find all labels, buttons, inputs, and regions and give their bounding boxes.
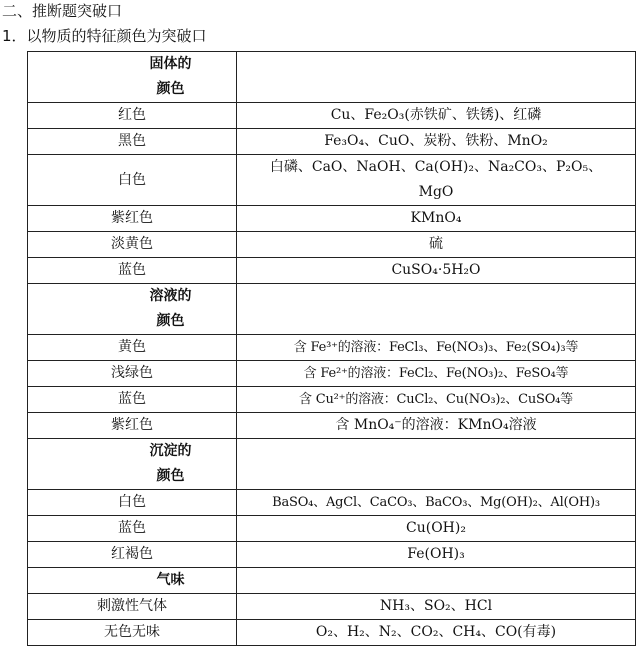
substance-list: BaSO₄、AgCl、CaCO₃、BaCO₃、Mg(OH)₂、Al(OH)₃ xyxy=(237,490,636,516)
group-title xyxy=(28,52,237,103)
color-table xyxy=(27,51,636,646)
subsection-heading: 1．以物质的特征颜色为突破口 xyxy=(2,27,207,45)
color-label: 红色 xyxy=(28,103,237,129)
color-label: 白色 xyxy=(28,155,237,206)
table-row xyxy=(28,542,636,568)
color-label: 紫红色 xyxy=(28,413,237,439)
group-title xyxy=(28,284,237,335)
group-title-line: 颜色 xyxy=(156,468,185,484)
substance-list: CuSO₄·5H₂O xyxy=(237,258,636,284)
group-header-solid xyxy=(28,52,636,103)
empty-cell xyxy=(237,439,636,490)
color-label: 黄色 xyxy=(28,335,237,361)
color-label: 淡黄色 xyxy=(28,232,237,258)
substance-list: NH₃、SO₂、HCl xyxy=(237,594,636,620)
table-row xyxy=(28,103,636,129)
empty-cell xyxy=(237,284,636,335)
substance-list: Fe₃O₄、CuO、炭粉、铁粉、MnO₂ xyxy=(237,129,636,155)
substance-list xyxy=(237,155,636,206)
odor-label: 刺激性气体 xyxy=(28,594,237,620)
table-row xyxy=(28,129,636,155)
color-label: 黑色 xyxy=(28,129,237,155)
color-label: 紫红色 xyxy=(28,206,237,232)
table-row xyxy=(28,361,636,387)
group-header-precipitate xyxy=(28,439,636,490)
group-header-odor xyxy=(28,568,636,594)
group-title-line: 颜色 xyxy=(156,81,185,97)
substance-list: 含 Cu²⁺的溶液：CuCl₂、Cu(NO₃)₂、CuSO₄等 xyxy=(237,387,636,413)
table-row xyxy=(28,620,636,646)
color-label: 白色 xyxy=(28,490,237,516)
group-title xyxy=(28,568,237,594)
table-row xyxy=(28,516,636,542)
group-title-line: 固体的 xyxy=(149,56,192,72)
group-title-line: 气味 xyxy=(156,572,185,588)
substance-list: 含 MnO₄⁻的溶液：KMnO₄溶液 xyxy=(237,413,636,439)
substance-list: Cu(OH)₂ xyxy=(237,516,636,542)
substance-list: O₂、H₂、N₂、CO₂、CH₄、CO(有毒) xyxy=(237,620,636,646)
table-row xyxy=(28,206,636,232)
table-row xyxy=(28,335,636,361)
table-row xyxy=(28,594,636,620)
color-label: 蓝色 xyxy=(28,387,237,413)
substance-line: MgO xyxy=(418,184,454,200)
group-header-solution xyxy=(28,284,636,335)
group-title-line: 沉淀的 xyxy=(149,443,192,459)
empty-cell xyxy=(237,52,636,103)
substance-list: KMnO₄ xyxy=(237,206,636,232)
color-label: 红褐色 xyxy=(28,542,237,568)
substance-list: Fe(OH)₃ xyxy=(237,542,636,568)
color-label: 蓝色 xyxy=(28,516,237,542)
section-heading: 二、推断题突破口 xyxy=(2,2,123,20)
color-label: 蓝色 xyxy=(28,258,237,284)
odor-label: 无色无味 xyxy=(28,620,237,646)
table-row xyxy=(28,155,636,206)
substance-list: 含 Fe²⁺的溶液：FeCl₂、Fe(NO₃)₂、FeSO₄等 xyxy=(237,361,636,387)
color-label: 浅绿色 xyxy=(28,361,237,387)
substance-list: 硫 xyxy=(237,232,636,258)
table-row xyxy=(28,232,636,258)
group-title-line: 溶液的 xyxy=(149,288,192,304)
table-row xyxy=(28,387,636,413)
table-row xyxy=(28,490,636,516)
substance-line: 白磷、CaO、NaOH、Ca(OH)₂、Na₂CO₃、P₂O₅、 xyxy=(269,159,603,175)
substance-list: 含 Fe³⁺的溶液：FeCl₃、Fe(NO₃)₃、Fe₂(SO₄)₃等 xyxy=(237,335,636,361)
substance-list: Cu、Fe₂O₃(赤铁矿、铁锈)、红磷 xyxy=(237,103,636,129)
group-title-line: 颜色 xyxy=(156,313,185,329)
group-title xyxy=(28,439,237,490)
table-row xyxy=(28,258,636,284)
table-row xyxy=(28,413,636,439)
empty-cell xyxy=(237,568,636,594)
